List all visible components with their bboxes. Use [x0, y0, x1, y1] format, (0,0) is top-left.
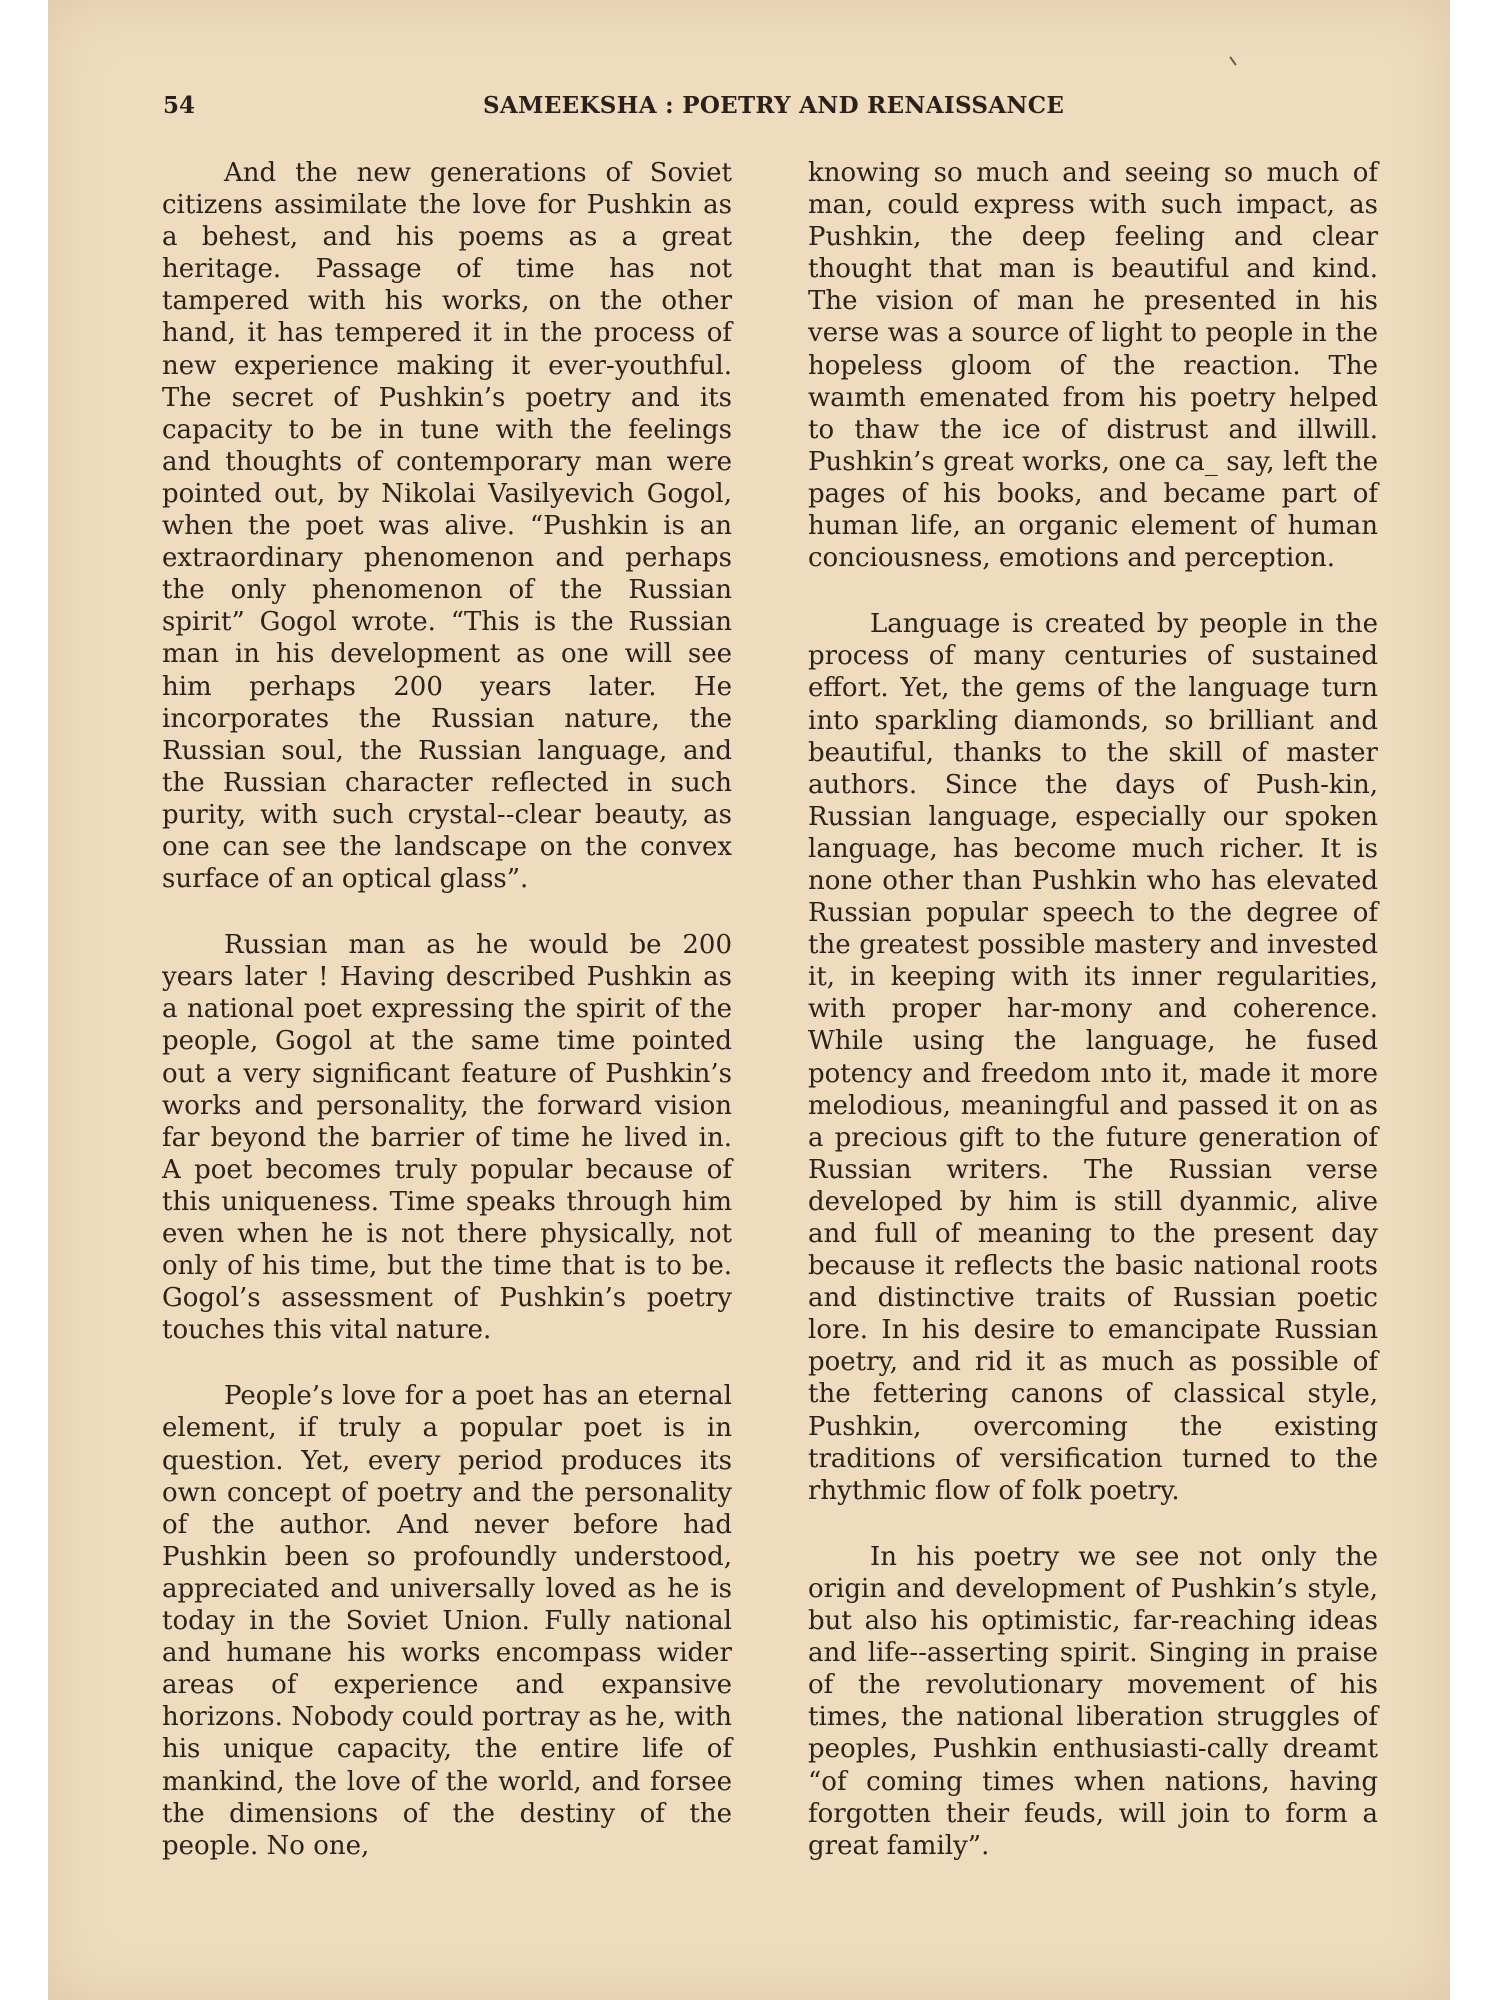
- running-head: SAMEEKSHA : POETRY AND RENAISSANCE: [483, 92, 1065, 119]
- left-column: [162, 157, 732, 1862]
- paragraph: In his poetry we see not only the origin and development of Pushkin’s style, but also his optimistic, far-reaching ideas and life--asserting spirit. Singing in praise of the revolutionary movement of his times, the national liberation struggles of peoples, Pushkin enthusiasti-cally dreamt “of coming times when nations, having forgotten their feuds, will join to form a great family”.: [808, 1541, 1378, 1861]
- right-column: [808, 157, 1378, 1862]
- paragraph: And the new generations of Soviet citizens assimilate the love for Pushkin as a behest, and his poems as a great heritage. Passage of time has not tampered with his works, on the other hand, it has tempered it in the process of new experience making it ever-youthful. The secret of Pushkin’s poetry and its capacity to be in tune with the feelings and thoughts of contemporary man were pointed out, by Nikolai Vasilyevich Gogol, when the poet was alive. “Pushkin is an extraordinary phenomenon and perhaps the only phenomenon of the Russian spirit” Gogol wrote. “This is the Russian man in his development as one will see him perhaps 200 years later. He incorporates the Russian nature, the Russian soul, the Russian language, and the Russian character reflected in such purity, with such crystal--clear beauty, as one can see the landscape on the convex surface of an optical glass”.: [162, 158, 732, 895]
- page-number: 54: [163, 92, 196, 119]
- paragraph: People’s love for a poet has an eternal element, if truly a popular poet is in question. Yet, every period produces its own concept of poetry and the personality of the author. And never before had Pushkin been so profoundly understood, appreciated and universally loved as he is today in the Soviet Union. Fully national and humane his works encompass wider areas of experience and expansive horizons. Nobody could portray as he, with his unique capacity, the entire life of mankind, the love of the world, and forsee the dimensions of the destiny of the people. No one,: [162, 1381, 732, 1861]
- paragraph: knowing so much and seeing so much of man, could express with such impact, as Pushkin, the deep feeling and clear thought that man is beautiful and kind. The vision of man he presented in his verse was a source of light to people in the hopeless gloom of the reaction. The waımth emenated from his poetry helped to thaw the ice of distrust and illwill. Pushkin’s great works, one ca_ say, left the pages of his books, and became part of human life, an organic element of human conciousness, emotions and perception.: [808, 158, 1378, 574]
- paragraph: Language is created by people in the process of many centuries of sustained effort. Yet, the gems of the language turn into sparkling diamonds, so brilliant and beautiful, thanks to the skill of master authors. Since the days of Push-kin, Russian language, especially our spoken language, has become much richer. It is none other than Pushkin who has elevated Russian popular speech to the degree of the greatest possible mastery and invested it, in keeping with its inner regularities, with proper har-mony and coherence. While using the language, he fused potency and freedom ınto it, made it more melodious, meaningful and passed it on as a precious gift to the future generation of Russian writers. The Russian verse developed by him is still dyanmic, alive and full of meaning to the present day because it reflects the basic national roots and distinctive traits of Russian poetic lore. In his desire to emancipate Russian poetry, and rid it as much as possible of the fettering canons of classical style, Pushkin, overcoming the existing traditions of versification turned to the rhythmic flow of folk poetry.: [808, 609, 1378, 1506]
- ink-mark: [1229, 56, 1236, 65]
- book-page: [48, 0, 1450, 2000]
- page-header: [163, 92, 1163, 132]
- paragraph: Russian man as he would be 200 years later ! Having described Pushkin as a national poet expressing the spirit of the people, Gogol at the same time pointed out a very significant feature of Pushkin’s works and personality, the forward vision far beyond the barrier of time he lived in. A poet becomes truly popular because of this uniqueness. Time speaks through him even when he is not there physically, not only of his time, but the time that is to be. Gogol’s assessment of Pushkin’s poetry touches this vital nature.: [162, 930, 732, 1346]
